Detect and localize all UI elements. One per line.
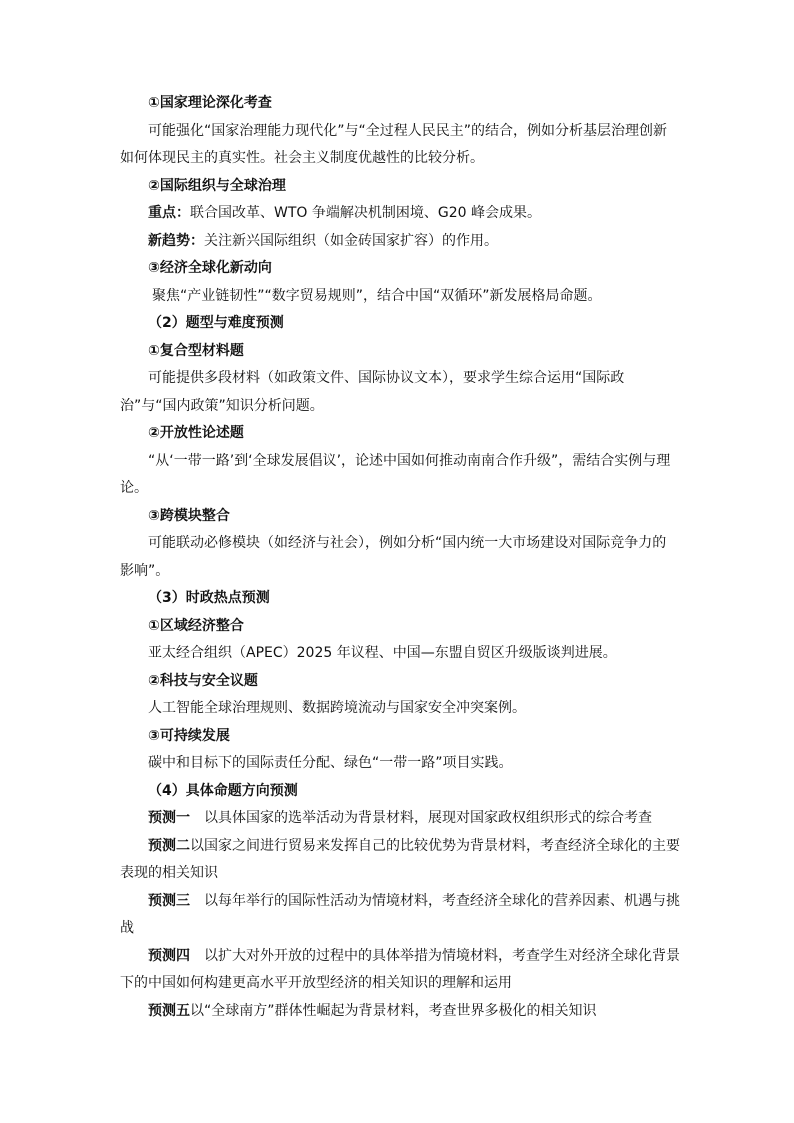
paragraph-text: 以国家之间进行贸易来发挥自己的比较优势为背景材料，考查经济全球化的主要表现的相关知识: [120, 837, 680, 881]
section-heading: ②开放性论述题: [148, 425, 244, 441]
labeled-paragraph: [120, 228, 680, 256]
section-heading: ③可持续发展: [148, 727, 230, 744]
section-heading: ②国际组织与全球治理: [148, 177, 286, 194]
section-heading: （2）题型与难度预测: [148, 315, 284, 331]
paragraph: 可能强化“国家治理能力现代化”与“全过程人民民主”的结合，例如分析基层治理创新如何体现民主的真实性。社会主义制度优越性的比较分析。: [120, 122, 668, 166]
paragraph: 亚太经合组织（APEC）2025 年议程、中国—东盟自贸区升级版谈判进展。: [148, 645, 617, 661]
paragraph-text: 以“全球南方”群体性崛起为背景材料，考查世界多极化的相关知识: [190, 1002, 597, 1019]
labeled-paragraph: [120, 943, 680, 998]
section-heading: ③经济全球化新动向: [148, 260, 272, 276]
paragraph-label: 预测三: [148, 892, 190, 909]
paragraph-text: 以每年举行的国际性活动为情境材料，考查经济全球化的营养因素、机遇与挑战: [120, 892, 680, 936]
paragraph-label: 重点：: [148, 205, 190, 221]
section-heading: ②科技与安全议题: [148, 672, 258, 689]
paragraph-text: 以扩大对外开放的过程中的具体举措为情境材料，考查学生对经济全球化背景下的中国如何构建更高水平开放型经济的相关知识的理解和运用: [120, 947, 680, 991]
paragraph-label: 预测四: [148, 947, 190, 964]
section-heading: ①区域经济整合: [148, 617, 244, 634]
labeled-paragraph: [120, 200, 680, 228]
paragraph: 可能提供多段材料（如政策文件、国际协议文本），要求学生综合运用“国际政治”与“国内政策”知识分析问题。: [120, 370, 625, 414]
labeled-paragraph: [120, 805, 680, 833]
paragraph-label: 预测一: [148, 810, 190, 826]
section-heading: ③跨模块整合: [148, 507, 230, 524]
section-heading: ①复合型材料题: [148, 342, 244, 359]
paragraph: 可能联动必修模块（如经济与社会），例如分析“国内统一大市场建设对国际竞争力的影响”。: [120, 535, 667, 579]
paragraph-text: 联合国改革、WTO 争端解决机制困境、G20 峰会成果。: [190, 205, 541, 221]
labeled-paragraph: [120, 833, 680, 888]
paragraph: 人工智能全球治理规则、数据跨境流动与国家安全冲突案例。: [148, 700, 526, 716]
labeled-paragraph: [120, 888, 680, 943]
paragraph-text: 以具体国家的选举活动为背景材料，展现对国家政权组织形式的综合考查: [190, 810, 652, 826]
section-heading: （3）时政热点预测: [148, 590, 270, 606]
labeled-paragraph: [120, 998, 680, 1026]
paragraph-text: 关注新兴国际组织（如金砖国家扩容）的作用。: [204, 232, 498, 249]
paragraph-label: 预测五: [148, 1002, 190, 1019]
paragraph: 碳中和目标下的国际责任分配、绿色“一带一路”项目实践。: [148, 755, 513, 771]
paragraph-label: 预测二: [148, 837, 190, 854]
paragraph: 聚焦“产业链韧性”“数字贸易规则”，结合中国“双循环”新发展格局命题。: [152, 287, 602, 304]
document-body: [120, 90, 680, 1025]
paragraph-label: 新趋势：: [148, 232, 204, 249]
section-heading: （4）具体命题方向预测: [148, 782, 298, 799]
section-heading: ①国家理论深化考查: [148, 95, 272, 111]
paragraph: “从‘一带一路’到‘全球发展倡议’，论述中国如何推动南南合作升级”，需结合实例与理论。: [120, 452, 671, 496]
